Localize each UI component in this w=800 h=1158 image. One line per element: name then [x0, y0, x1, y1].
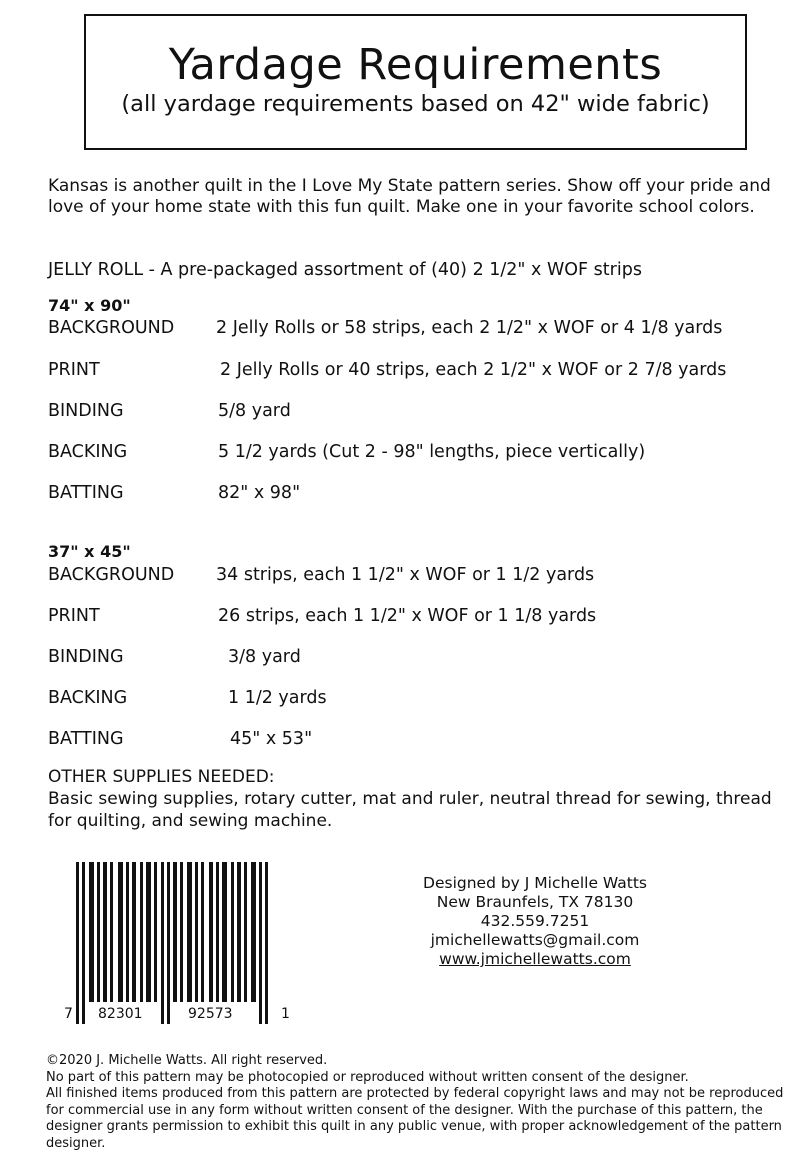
- requirement-label: BINDING: [48, 647, 124, 667]
- designer-location: New Braunfels, TX 78130: [436, 893, 634, 911]
- designer-info: [405, 874, 665, 969]
- barcode-bar: [110, 862, 113, 1002]
- legal-line-1: No part of this pattern may be photocopied or reproduced without written consent of the designer.: [46, 1069, 689, 1085]
- designer-phone: 432.559.7251: [480, 912, 590, 930]
- barcode-bar: [237, 862, 241, 1002]
- barcode-bar: [97, 862, 100, 1002]
- barcode-bar: [154, 862, 157, 1002]
- barcode-bar: [173, 862, 177, 1002]
- requirement-value: 82" x 98": [218, 483, 301, 503]
- barcode-bar: [231, 862, 234, 1002]
- barcode-bar: [89, 862, 94, 1002]
- barcode-bar: [265, 862, 268, 1024]
- designer-email: jmichellewatts@gmail.com: [430, 931, 640, 949]
- barcode-bar: [222, 862, 227, 1002]
- requirement-value: 3/8 yard: [228, 647, 301, 667]
- requirement-value: 5 1/2 yards (Cut 2 - 98" lengths, piece vertically): [218, 442, 646, 462]
- size-heading-small: 37" x 45": [48, 542, 131, 561]
- requirement-label: BATTING: [48, 729, 124, 749]
- barcode-bar: [82, 862, 85, 1024]
- requirement-label: PRINT: [48, 606, 100, 626]
- jelly-roll-note: JELLY ROLL - A pre-packaged assortment of (40) 2 1/2" x WOF strips: [48, 260, 642, 280]
- requirement-value: 2 Jelly Rolls or 58 strips, each 2 1/2" x WOF or 4 1/8 yards: [216, 318, 723, 338]
- barcode: [62, 862, 288, 1032]
- barcode-bar: [180, 862, 183, 1002]
- barcode-bar: [140, 862, 143, 1002]
- barcode-bar: [195, 862, 198, 1002]
- barcode-bar: [201, 862, 204, 1002]
- barcode-bar: [259, 862, 262, 1024]
- barcode-bar: [167, 862, 170, 1024]
- requirement-label: BACKGROUND: [48, 565, 175, 585]
- barcode-bar: [118, 862, 123, 1002]
- page-subtitle: (all yardage requirements based on 42" wide fabric): [121, 91, 710, 117]
- barcode-bar: [216, 862, 219, 1002]
- requirement-value: 1 1/2 yards: [228, 688, 327, 708]
- other-supplies: [48, 766, 788, 832]
- size-heading-large: 74" x 90": [48, 296, 131, 315]
- title-box: [84, 14, 747, 150]
- designer-website-link[interactable]: www.jmichellewatts.com: [439, 950, 631, 968]
- requirement-label: BINDING: [48, 401, 124, 421]
- legal-notice: [46, 1053, 786, 1152]
- barcode-bar: [126, 862, 129, 1002]
- requirement-label: BATTING: [48, 483, 124, 503]
- barcode-bar: [132, 862, 136, 1002]
- requirement-value: 45" x 53": [230, 729, 313, 749]
- other-supplies-text: Basic sewing supplies, rotary cutter, mat and ruler, neutral thread for sewing, thread for quilting, and sewing machine.: [48, 789, 772, 831]
- requirement-value: 2 Jelly Rolls or 40 strips, each 2 1/2" x WOF or 2 7/8 yards: [220, 360, 727, 380]
- barcode-digit-last: 1: [281, 1006, 290, 1022]
- requirement-value: 26 strips, each 1 1/2" x WOF or 1 1/8 yards: [218, 606, 597, 626]
- barcode-bars: [62, 862, 288, 1032]
- page-title: Yardage Requirements: [168, 40, 663, 90]
- intro-paragraph: Kansas is another quilt in the I Love My State pattern series. Show off your pride and love of your home state with this fun quilt. Make one in your favorite school colors.: [48, 176, 771, 217]
- barcode-bar: [103, 862, 107, 1002]
- barcode-bar: [187, 862, 192, 1002]
- barcode-bar: [209, 862, 213, 1002]
- barcode-bar: [161, 862, 164, 1024]
- requirement-label: PRINT: [48, 360, 100, 380]
- other-supplies-heading: OTHER SUPPLIES NEEDED:: [48, 767, 275, 787]
- barcode-group-left: 82301: [98, 1006, 143, 1022]
- requirement-label: BACKING: [48, 688, 128, 708]
- requirement-value: 34 strips, each 1 1/2" x WOF or 1 1/2 yards: [216, 565, 595, 585]
- requirement-value: 5/8 yard: [218, 401, 291, 421]
- legal-line-2: All finished items produced from this pattern are protected by federal copyright laws and may not be reproduced for commercial use in any form without written consent of the designer. With the purchase of this pattern, the designer grants permission to exhibit this quilt in any public venue, with proper acknowledgement of the pattern designer.: [46, 1086, 784, 1151]
- copyright-line: ©2020 J. Michelle Watts. All right reserved.: [46, 1053, 328, 1068]
- requirement-label: BACKGROUND: [48, 318, 175, 338]
- barcode-digit-first: 7: [64, 1006, 73, 1022]
- barcode-bar: [146, 862, 151, 1002]
- barcode-bar: [76, 862, 79, 1024]
- barcode-bar: [251, 862, 256, 1002]
- requirement-label: BACKING: [48, 442, 128, 462]
- designer-name: Designed by J Michelle Watts: [423, 874, 647, 892]
- barcode-bar: [244, 862, 247, 1002]
- barcode-group-right: 92573: [188, 1006, 233, 1022]
